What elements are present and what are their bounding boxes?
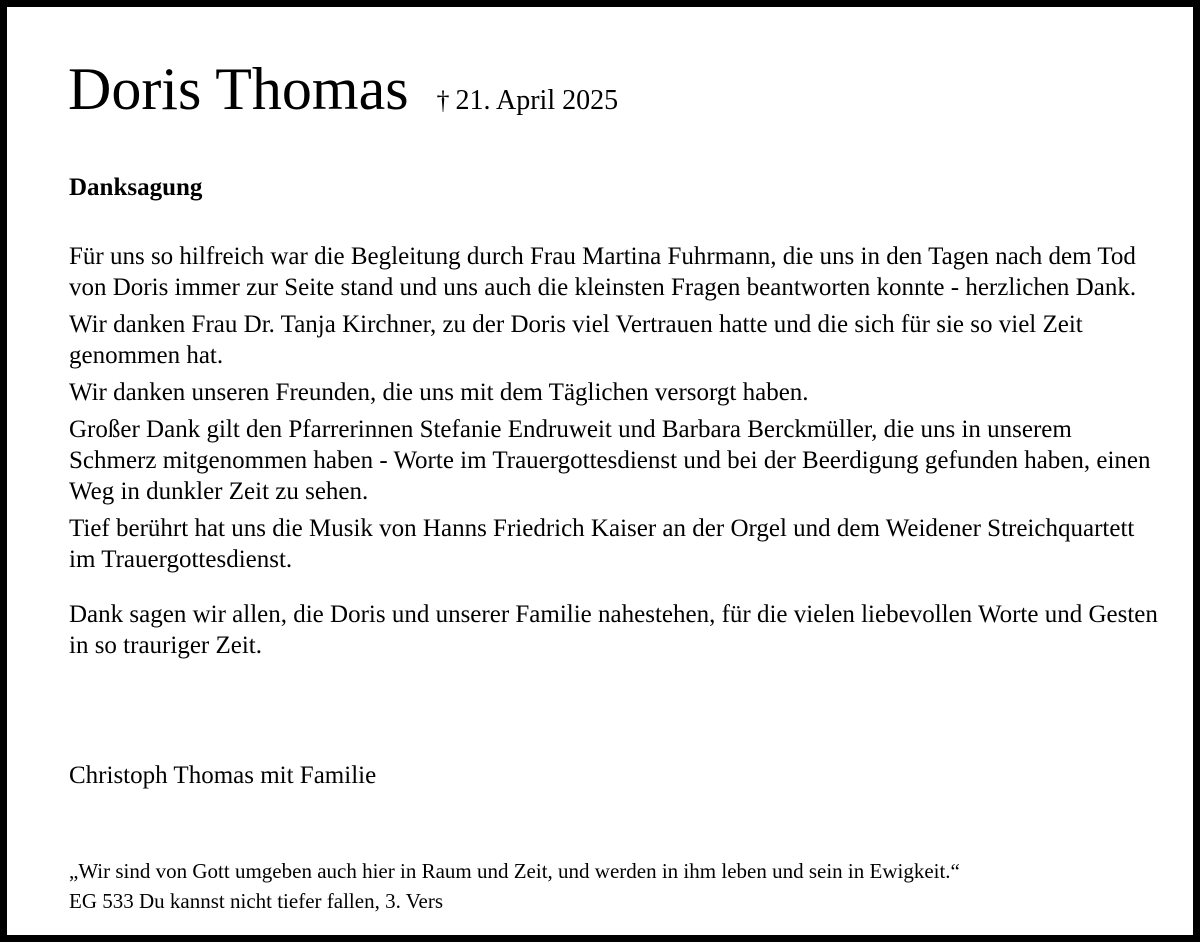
death-info	[437, 85, 619, 117]
body-paragraph: Für uns so hilfreich war die Begleitung durch Frau Martina Fuhrmann, die uns in den Tagen nach dem Tod von Doris immer zur Seite stand und uns auch die kleinsten Fragen beantworten konnte - herzlichen Dank.	[69, 243, 1137, 301]
body-paragraph: Tief berührt hat uns die Musik von Hanns Friedrich Kaiser an der Orgel und dem Weidener Streichquartett im Trauergottesdienst.	[69, 515, 1135, 573]
verse-quote: „Wir sind von Gott umgeben auch hier in Raum und Zeit, und werden in ihm leben und sein in Ewigkeit.“	[69, 859, 960, 883]
body-paragraph: Wir danken unseren Freunden, die uns mit dem Täglichen versorgt haben.	[69, 379, 809, 406]
bible-verse	[69, 856, 1169, 916]
body-paragraph: Dank sagen wir allen, die Doris und unserer Familie nahestehen, für die vielen liebevollen Worte und Gesten in so trauriger Zeit.	[69, 601, 1158, 659]
cross-icon: †	[436, 86, 450, 115]
verse-source: EG 533 Du kannst nicht tiefer fallen, 3. Vers	[69, 889, 444, 913]
body-paragraph: Wir danken Frau Dr. Tanja Kirchner, zu der Doris viel Vertrauen hatte und die sich für sie so viel Zeit genommen hat.	[69, 311, 1083, 369]
death-date: 21. April 2025	[455, 85, 619, 116]
notice-header	[68, 51, 618, 127]
notice-heading: Danksagung	[69, 174, 203, 201]
body-paragraph: Großer Dank gilt den Pfarrerinnen Stefanie Endruweit und Barbara Berckmüller, die uns in unserem Schmerz mitgenommen haben - Worte im Trauergottesdienst und bei der Beerdigung gefunden haben, einen Weg in dunkler Zeit zu sehen.	[69, 416, 1151, 505]
notice-body	[69, 241, 1159, 667]
signature: Christoph Thomas mit Familie	[69, 762, 377, 789]
deceased-name: Doris Thomas	[68, 56, 409, 122]
